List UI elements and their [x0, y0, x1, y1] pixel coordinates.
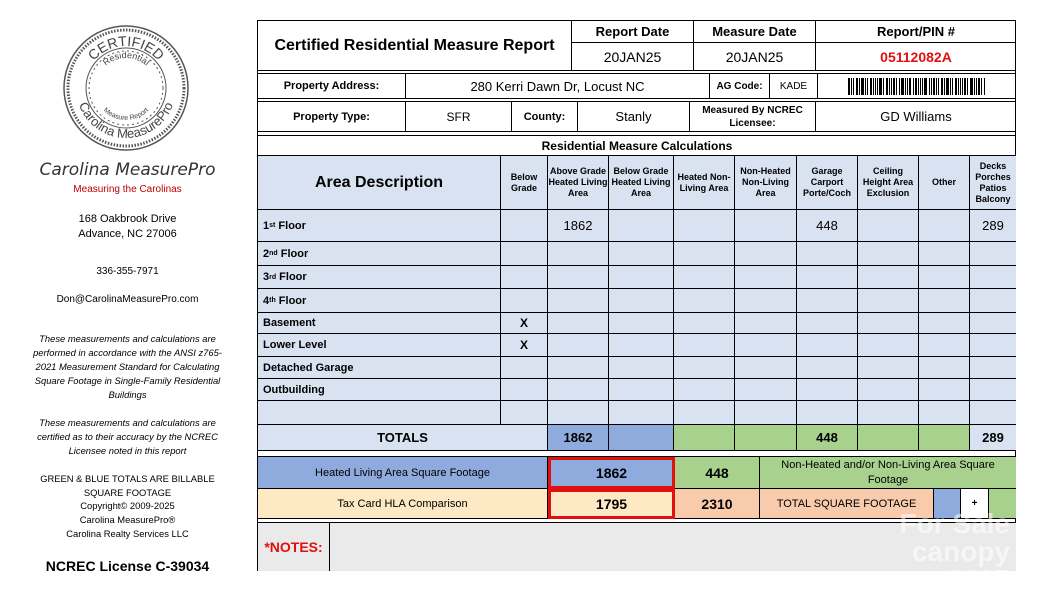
- svg-text:Carolina MeasurePro: Carolina MeasurePro: [75, 99, 177, 142]
- total-ceiling-exclusion: [858, 425, 919, 451]
- row-label-text: Outbuilding: [263, 383, 325, 396]
- table-cell-above-grade-hla: [548, 357, 609, 379]
- report-date-label: Report Date: [572, 21, 694, 43]
- barcode-bar: [896, 78, 897, 95]
- barcode-bar: [920, 78, 921, 95]
- non-heated-label: Non-Heated and/or Non-Living Area Square Footage: [760, 457, 1016, 489]
- table-cell-non-heated-non-living: [735, 313, 797, 334]
- table-cell-above-grade-hla: [548, 313, 609, 334]
- barcode-bar: [944, 78, 945, 95]
- barcode-bar: [905, 78, 906, 95]
- table-cell-below-grade: [501, 401, 548, 425]
- table-cell-below-grade: X: [501, 313, 548, 334]
- barcode-cell: [818, 74, 1016, 99]
- total-above-grade-hla: 1862: [548, 425, 609, 451]
- table-cell-below-grade-hla: [609, 242, 674, 266]
- table-cell-garage-carport: [797, 313, 858, 334]
- table-cell-non-heated-non-living: [735, 210, 797, 242]
- table-cell-garage-carport: 448: [797, 210, 858, 242]
- barcode-bar: [918, 78, 919, 95]
- total-non-heated-non-living: [735, 425, 797, 451]
- barcode-bar: [909, 78, 911, 95]
- table-cell-other: [919, 289, 970, 313]
- county-value: Stanly: [578, 102, 690, 132]
- notes-label: *NOTES:: [258, 523, 330, 571]
- row-label-number: 1: [263, 219, 270, 232]
- barcode-bar: [859, 78, 860, 95]
- table-cell-ceiling-exclusion: [858, 379, 919, 401]
- table-cell-decks-porches: 289: [970, 210, 1016, 242]
- row-label: [258, 401, 501, 425]
- total-label: TOTAL SQUARE FOOTAGE: [760, 489, 934, 519]
- table-cell-below-grade-hla: [609, 266, 674, 289]
- column-header-above-grade-hla: Above Grade Heated Living Area: [548, 156, 609, 210]
- measure-date-value: 20JAN25: [694, 43, 816, 71]
- row-label-suffix: nd: [269, 250, 278, 257]
- column-header-below-grade-hla: Below Grade Heated Living Area: [609, 156, 674, 210]
- barcode-bar: [865, 78, 866, 95]
- tax-card-value: 1795: [548, 489, 675, 519]
- table-cell-below-grade-hla: [609, 357, 674, 379]
- property-type-value: SFR: [406, 102, 512, 132]
- table-cell-garage-carport: [797, 242, 858, 266]
- company-tagline: Measuring the Carolinas: [73, 184, 182, 195]
- property-type-label: Property Type:: [258, 102, 406, 132]
- table-cell-below-grade: [501, 379, 548, 401]
- table-cell-non-heated-non-living: [735, 401, 797, 425]
- table-cell-ceiling-exclusion: [858, 401, 919, 425]
- table-cell-heated-non-living: [674, 334, 735, 357]
- row-label-number: 2: [263, 247, 270, 260]
- pin-value: 05112082A: [816, 43, 1016, 71]
- table-cell-ceiling-exclusion: [858, 313, 919, 334]
- barcode-bar: [933, 78, 935, 95]
- table-cell-heated-non-living: [674, 210, 735, 242]
- table-cell-below-grade: [501, 266, 548, 289]
- table-cell-garage-carport: [797, 334, 858, 357]
- row-label-suffix: st: [269, 222, 276, 229]
- column-header-decks-porches: Decks Porches Patios Balcony: [970, 156, 1016, 210]
- table-cell-decks-porches: [970, 242, 1016, 266]
- column-header-non-heated-non-living: Non-Heated Non-Living Area: [735, 156, 797, 210]
- barcode-bar: [877, 78, 878, 95]
- barcode-bar: [870, 78, 872, 95]
- row-label: [258, 210, 501, 242]
- table-cell-below-grade: [501, 289, 548, 313]
- table-cell-below-grade-hla: [609, 210, 674, 242]
- barcode-bar: [941, 78, 943, 95]
- table-cell-below-grade-hla: [609, 379, 674, 401]
- column-header-heated-non-living: Heated Non-Living Area: [674, 156, 735, 210]
- table-cell-decks-porches: [970, 313, 1016, 334]
- ag-code-value: KADE: [770, 74, 818, 99]
- table-cell-heated-non-living: [674, 242, 735, 266]
- table-cell-ceiling-exclusion: [858, 334, 919, 357]
- measured-by-label: Measured By NCREC Licensee:: [690, 102, 816, 132]
- table-cell-above-grade-hla: [548, 289, 609, 313]
- barcode-bar: [891, 78, 892, 95]
- table-cell-heated-non-living: [674, 401, 735, 425]
- table-cell-above-grade-hla: [548, 334, 609, 357]
- barcode-bar: [958, 78, 959, 95]
- barcode-bar: [978, 78, 980, 95]
- row-label: [258, 266, 501, 289]
- table-cell-garage-carport: [797, 266, 858, 289]
- table-cell-other: [919, 401, 970, 425]
- row-label: [258, 357, 501, 379]
- barcode-bar: [950, 78, 951, 95]
- barcode-bar: [893, 78, 895, 95]
- total-blue-swatch: [934, 489, 961, 519]
- row-label-number: 3: [263, 271, 270, 283]
- barcode-bar: [967, 78, 968, 95]
- barcode-bar: [907, 78, 908, 95]
- table-cell-decks-porches: [970, 401, 1016, 425]
- barcode-bar: [938, 78, 939, 95]
- copyright-text: Copyright© 2009-2025: [80, 500, 175, 511]
- row-label-text: Detached Garage: [263, 361, 354, 374]
- watermark-line-1: For Sale: [899, 508, 1010, 539]
- barcode-bar: [886, 78, 888, 95]
- barcode-bar: [962, 78, 963, 95]
- barcode-bar: [931, 78, 932, 95]
- row-label-text: Floor: [275, 294, 307, 307]
- barcode-bar: [915, 78, 917, 95]
- total-garage-carport: 448: [797, 425, 858, 451]
- table-cell-garage-carport: [797, 379, 858, 401]
- barcode-bar: [856, 78, 858, 95]
- table-cell-decks-porches: [970, 379, 1016, 401]
- barcode-bar: [851, 78, 852, 95]
- hla-label: Heated Living Area Square Footage: [258, 457, 548, 489]
- pin-label: Report/PIN #: [816, 21, 1016, 43]
- barcode-bar: [936, 78, 937, 95]
- table-cell-garage-carport: [797, 289, 858, 313]
- row-label-suffix: rd: [269, 273, 277, 281]
- barcode-bar: [929, 78, 930, 95]
- non-heated-value: 448: [675, 457, 760, 489]
- table-cell-above-grade-hla: [548, 379, 609, 401]
- svg-text:Residential: Residential: [100, 49, 152, 68]
- hla-value: 1862: [548, 457, 675, 489]
- table-cell-non-heated-non-living: [735, 334, 797, 357]
- row-label: [258, 334, 501, 357]
- row-label-text: Basement: [263, 317, 316, 329]
- table-cell-above-grade-hla: [548, 266, 609, 289]
- measure-report: [257, 20, 1016, 571]
- table-cell-below-grade-hla: [609, 313, 674, 334]
- billable-note: GREEN & BLUE TOTALS ARE BILLABLE SQUARE FOOTAGE: [40, 473, 215, 498]
- table-cell-non-heated-non-living: [735, 357, 797, 379]
- barcode-bar: [853, 78, 854, 95]
- table-cell-other: [919, 266, 970, 289]
- barcode-bar: [964, 78, 966, 95]
- row-label-text: Floor: [276, 271, 307, 283]
- services-company: Carolina Realty Services LLC: [66, 528, 189, 539]
- table-cell-garage-carport: [797, 357, 858, 379]
- table-cell-other: [919, 379, 970, 401]
- ag-code-label: AG Code:: [710, 74, 770, 99]
- watermark-line-2: canopy 2025: [911, 536, 1010, 595]
- table-cell-non-heated-non-living: [735, 289, 797, 313]
- row-label: [258, 313, 501, 334]
- table-cell-below-grade: [501, 210, 548, 242]
- plus-symbol: +: [961, 489, 989, 519]
- barcode-bar: [955, 78, 957, 95]
- company-name: Carolina MeasurePro: [39, 160, 216, 180]
- phone-number: 336-355-7971: [96, 266, 159, 277]
- barcode-bar: [861, 78, 864, 95]
- barcode-icon: [848, 78, 1004, 95]
- total-green-swatch: [989, 489, 1016, 519]
- table-cell-heated-non-living: [674, 357, 735, 379]
- table-cell-heated-non-living: [674, 313, 735, 334]
- barcode-bar: [952, 78, 953, 95]
- table-cell-below-grade: [501, 357, 548, 379]
- table-cell-above-grade-hla: 1862: [548, 210, 609, 242]
- table-cell-other: [919, 357, 970, 379]
- total-other: [919, 425, 970, 451]
- table-cell-above-grade-hla: [548, 242, 609, 266]
- barcode-bar: [913, 78, 914, 95]
- copyright-owner: Carolina MeasurePro®: [79, 514, 176, 525]
- column-header-ceiling-exclusion: Ceiling Height Area Exclusion: [858, 156, 919, 210]
- report-date-value: 20JAN25: [572, 43, 694, 71]
- barcode-bar: [981, 78, 982, 95]
- row-label-number: 4: [263, 294, 270, 307]
- ncrec-license: NCREC License C-39034: [45, 558, 210, 574]
- barcode-bar: [879, 78, 882, 95]
- measured-by-value: GD Williams: [816, 102, 1016, 132]
- measure-date-label: Measure Date: [694, 21, 816, 43]
- table-cell-below-grade-hla: [609, 401, 674, 425]
- row-label-suffix: th: [269, 297, 276, 304]
- table-cell-heated-non-living: [674, 289, 735, 313]
- barcode-bar: [984, 78, 985, 95]
- table-cell-other: [919, 242, 970, 266]
- table-cell-non-heated-non-living: [735, 242, 797, 266]
- row-label: [258, 242, 501, 266]
- column-header-other: Other: [919, 156, 970, 210]
- barcode-bar: [974, 78, 975, 95]
- total-decks-porches: 289: [970, 425, 1016, 451]
- total-below-grade-hla: [609, 425, 674, 451]
- table-cell-decks-porches: [970, 266, 1016, 289]
- column-header-below-grade: Below Grade: [501, 156, 548, 210]
- table-cell-garage-carport: [797, 401, 858, 425]
- table-cell-decks-porches: [970, 334, 1016, 357]
- svg-text:CERTIFIED: CERTIFIED: [84, 32, 168, 64]
- barcode-bar: [976, 78, 977, 95]
- table-cell-below-grade: [501, 242, 548, 266]
- row-label-text: Floor: [275, 219, 306, 232]
- company-sidebar: [0, 0, 255, 602]
- barcode-bar: [889, 78, 890, 95]
- total-heated-non-living: [674, 425, 735, 451]
- row-label-text: Lower Level: [263, 339, 327, 351]
- totals-label: TOTALS: [258, 425, 548, 451]
- barcode-bar: [960, 78, 961, 95]
- barcode-bar: [970, 78, 973, 95]
- tax-card-label: Tax Card HLA Comparison: [258, 489, 548, 519]
- barcode-bar: [848, 78, 850, 95]
- row-label-text: Floor: [277, 247, 309, 260]
- table-cell-ceiling-exclusion: [858, 242, 919, 266]
- barcode-bar: [875, 78, 876, 95]
- table-cell-ceiling-exclusion: [858, 289, 919, 313]
- address-label: Property Address:: [258, 74, 406, 99]
- table-cell-above-grade-hla: [548, 401, 609, 425]
- area-description-header: Area Description: [258, 156, 501, 210]
- county-label: County:: [512, 102, 578, 132]
- table-cell-other: [919, 313, 970, 334]
- table-cell-non-heated-non-living: [735, 379, 797, 401]
- certified-seal-logo: [62, 24, 190, 152]
- barcode-bar: [899, 78, 900, 95]
- table-cell-ceiling-exclusion: [858, 266, 919, 289]
- address-line-1: 168 Oakbrook Drive: [78, 213, 177, 225]
- table-cell-below-grade-hla: [609, 289, 674, 313]
- barcode-bar: [922, 78, 923, 95]
- table-cell-ceiling-exclusion: [858, 357, 919, 379]
- table-cell-non-heated-non-living: [735, 266, 797, 289]
- table-cell-decks-porches: [970, 357, 1016, 379]
- column-header-garage-carport: Garage Carport Porte/Coch: [797, 156, 858, 210]
- ansi-disclaimer: These measurements and calculations are performed in accordance with the ANSI z765-2021 Measurement Standard for Calculating Square Footage in Single-Family Residential Buildings: [33, 333, 222, 400]
- address-line-2: Advance, NC 27006: [78, 228, 177, 240]
- table-cell-other: [919, 334, 970, 357]
- table-cell-heated-non-living: [674, 379, 735, 401]
- table-cell-below-grade-hla: [609, 334, 674, 357]
- table-cell-other: [919, 210, 970, 242]
- barcode-bar: [867, 78, 868, 95]
- barcode-bar: [901, 78, 904, 95]
- barcode-bar: [946, 78, 949, 95]
- barcode-bar: [924, 78, 927, 95]
- report-title: Certified Residential Measure Report: [258, 21, 572, 71]
- email-address[interactable]: Don@CarolinaMeasurePro.com: [56, 294, 199, 305]
- calc-section-title: Residential Measure Calculations: [258, 136, 1016, 156]
- table-cell-heated-non-living: [674, 266, 735, 289]
- table-cell-ceiling-exclusion: [858, 210, 919, 242]
- table-cell-below-grade: X: [501, 334, 548, 357]
- row-label: [258, 379, 501, 401]
- certification-disclaimer: These measurements and calculations are certified as to their accuracy by the NCREC Licensee noted in this report: [37, 417, 218, 456]
- total-value: 2310: [675, 489, 760, 519]
- barcode-bar: [883, 78, 884, 95]
- table-cell-decks-porches: [970, 289, 1016, 313]
- barcode-bar: [873, 78, 874, 95]
- row-label: [258, 289, 501, 313]
- svg-text:Measure Report: Measure Report: [101, 106, 151, 123]
- property-address: 280 Kerri Dawn Dr, Locust NC: [406, 74, 710, 99]
- notes-content: [330, 523, 1016, 571]
